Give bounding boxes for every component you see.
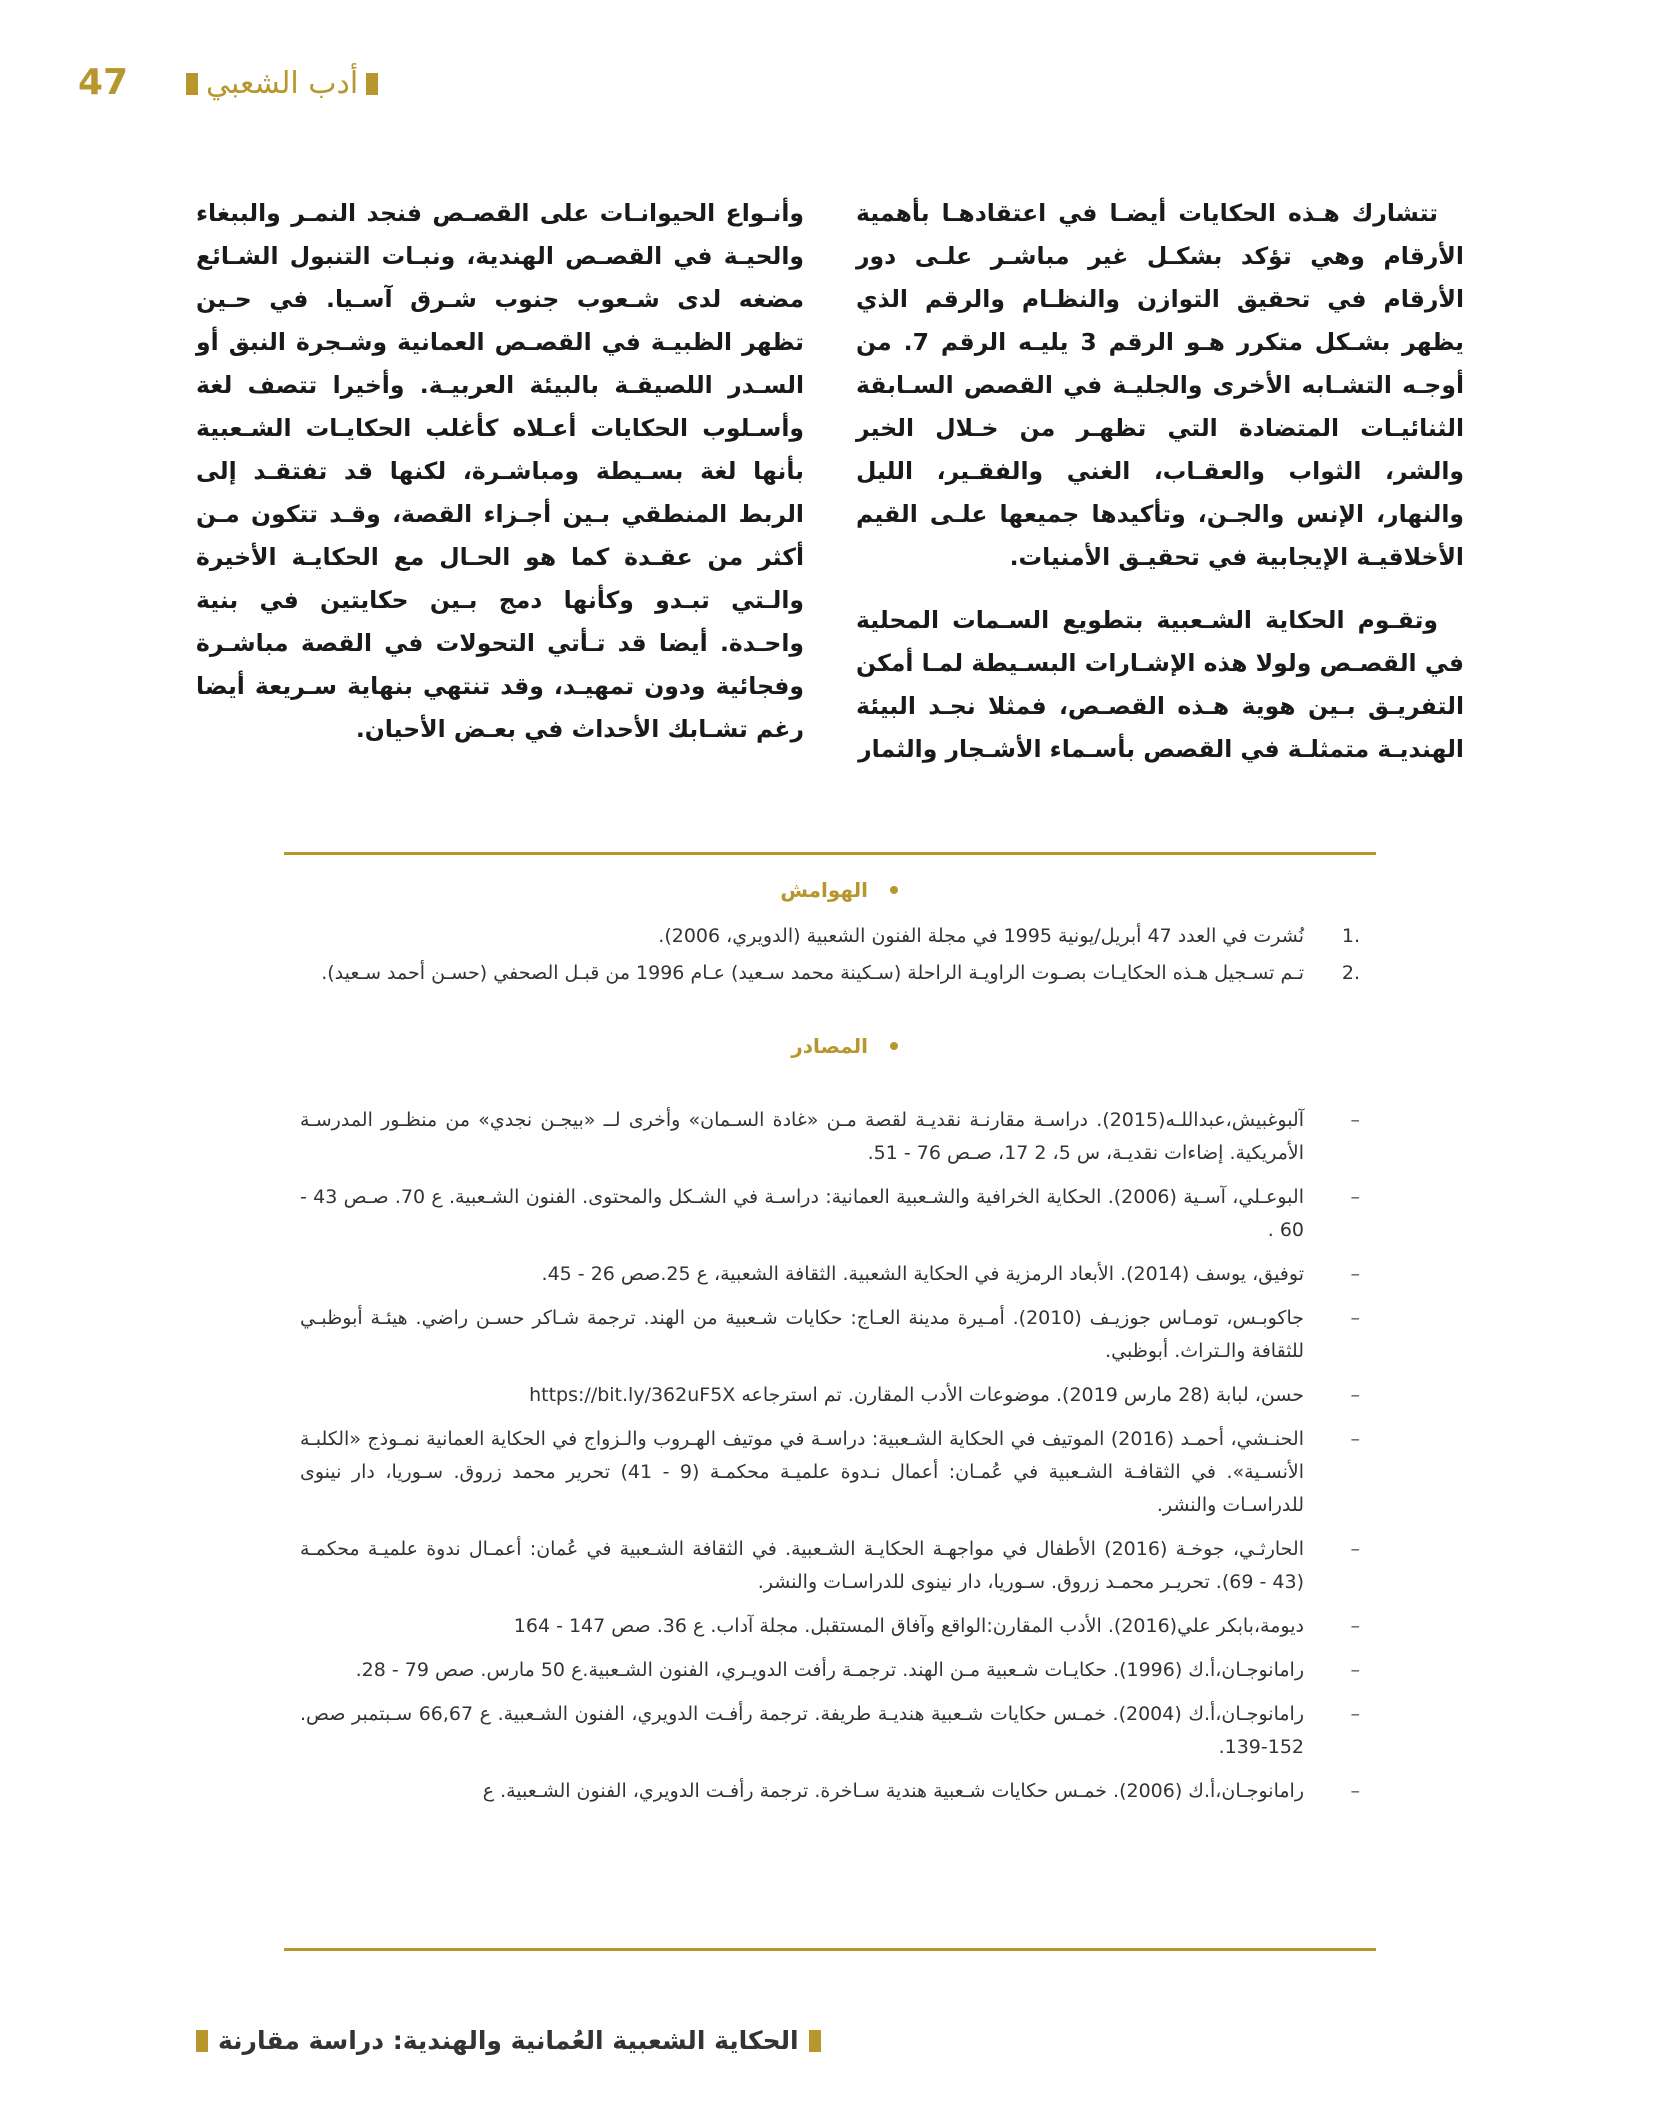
reference-item bbox=[300, 1379, 1360, 1412]
reference-item bbox=[300, 1302, 1360, 1368]
paragraph: وأنـواع الحيوانـات على القصـص فنجد النمـر والببغاء والحيـة في القصـص الهندية، ونبـات التنبول الشـائع مضغه لدى شـعوب جنوب شـرق آسـيا. في حـين تظهر الظبيـة في القصـص العمانية وشـجرة النبق أو السـدر اللصيقـة بالبيئة العربيـة. وأخيرا تتصف لغة وأسـلوب الحكايات أعـلاه كأغلب الحكايـات الشـعبية بأنها لغة بسـيطة ومباشـرة، لكنها قد تفتقـد إلى الربط المنطقي بـين أجـزاء القصة، وقـد تتكون مـن أكثر من عقـدة كما هو الحـال مع الحكايـة الأخيرة والـتي تبـدو وكأنها دمج بـين حكايتين في بنية واحـدة. أيضا قد تـأتي التحولات في القصة مباشـرة وفجائية ودون تمهيـد، وقد تنتهي بنهاية سـريعة أيضا رغم تشـابك الأحداث في بعـض الأحيان. bbox=[196, 199, 804, 743]
magazine-name-text: أدب الشعبي bbox=[206, 66, 359, 101]
reference-item bbox=[300, 1775, 1360, 1808]
page-number: 47 bbox=[78, 62, 129, 103]
reference-text: الحارثـي، جوخـة (2016) الأطفال في مواجهـة الحكايـة الشـعبية. في الثقافة الشـعبية في عُمان: أعمـال ندوة علميـة محكمـة (43 - 69). تحريـر محمـد زروق. سـوريا، دار نينوى للدراسـات والنشر. bbox=[300, 1538, 1304, 1593]
reference-text: ديومة،بابكر علي(2016). الأدب المقارن:الواقع وآفاق المستقبل. مجلة آداب. ع 36. صص 147 - 164 bbox=[513, 1615, 1304, 1637]
reference-item bbox=[300, 1104, 1360, 1170]
footer-square-marker bbox=[196, 2030, 208, 2052]
header-square-marker bbox=[366, 73, 378, 95]
dash-icon: – bbox=[1350, 1615, 1360, 1637]
footer-title-text: الحكاية الشعبية العُمانية والهندية: دراسة مقارنة bbox=[218, 2026, 799, 2055]
dash-icon: – bbox=[1350, 1659, 1360, 1681]
footer-title bbox=[196, 2026, 821, 2055]
notes-section bbox=[300, 878, 1360, 1819]
dash-icon: – bbox=[1350, 1109, 1360, 1131]
reference-text: البوعـلي، آسـية (2006). الحكاية الخرافية والشـعبية العمانية: دراسـة في الشـكل والمحتوى. الفنون الشـعبية. ع 70. صـص 43 - 60 . bbox=[300, 1186, 1304, 1241]
paragraph: تتشارك هـذه الحكايات أيضـا في اعتقادهـا بأهمية الأرقام وهي تؤكد بشكـل غير مباشـر علـى دور الأرقام في تحقيق التوازن والنظـام والرقم الذي يظهر بشـكل متكرر هـو الرقم 3 يليـه الرقم 7. من أوجـه التشـابه الأخرى والجليـة في القصص السـابقة الثنائيـات المتضادة التي تظهـر من خـلال الخير والشر، الثواب والعقـاب، الغني والفقـير، الليل والنهار، الإنس والجـن، وتأكيدها جميعها علـى القيم الأخلاقيـة الإيجابية في تحقيـق الأمنيات. bbox=[856, 199, 1464, 571]
reference-item bbox=[300, 1423, 1360, 1522]
body-column-left bbox=[196, 192, 804, 771]
reference-item bbox=[300, 1258, 1360, 1291]
reference-text: حسن، لبابة (28 مارس 2019). موضوعات الأدب المقارن. تم استرجاعه https://bit.ly/362uF5X bbox=[529, 1384, 1304, 1406]
dash-icon: – bbox=[1350, 1307, 1360, 1329]
reference-item bbox=[300, 1698, 1360, 1764]
dash-icon: – bbox=[1350, 1384, 1360, 1406]
dash-icon: – bbox=[1350, 1780, 1360, 1802]
body-column-right bbox=[856, 192, 1464, 791]
sources-heading bbox=[300, 1034, 1360, 1058]
divider-bottom bbox=[284, 1948, 1376, 1951]
dash-icon: – bbox=[1350, 1186, 1360, 1208]
reference-item bbox=[300, 1654, 1360, 1687]
reference-text: توفيق، يوسف (2014). الأبعاد الرمزية في الحكاية الشعبية. الثقافة الشعبية، ع 25.صص 26 - 45. bbox=[541, 1263, 1304, 1285]
bullet-icon bbox=[890, 1042, 898, 1050]
footnote-text: نُشرت في العدد 47 أبريل/يونية 1995 في مجلة الفنون الشعبية (الدويري، 2006). bbox=[658, 925, 1304, 947]
reference-item bbox=[300, 1610, 1360, 1643]
footnote-item bbox=[300, 920, 1360, 953]
reference-item bbox=[300, 1533, 1360, 1599]
reference-text: رامانوجـان،أ.ك (1996). حكايـات شـعبية مـن الهند. ترجمـة رأفت الدويـري، الفنون الشـعبية.ع 50 مارس. صص 79 - 28. bbox=[355, 1659, 1304, 1681]
footnotes-heading bbox=[300, 878, 1360, 902]
footer-square-marker bbox=[809, 2030, 821, 2052]
header-square-marker bbox=[186, 73, 198, 95]
reference-text: الحنـشي، أحمـد (2016) الموتيف في الحكاية الشـعبية: دراسـة في موتيف الهـروب والـزواج في الحكاية العمانية نمـوذج «الكلبـة الأنسـية». في الثقافـة الشـعبية في عُمـان: أعمال نـدوة علميـة محكمـة (9 - 41) تحرير محمد زروق. سـوريا، دار نينوى للدراسـات والنشر. bbox=[300, 1428, 1304, 1516]
dash-icon: – bbox=[1350, 1263, 1360, 1285]
paragraph: وتقـوم الحكاية الشـعبية بتطويع السـمات المحلية في القصـص ولولا هذه الإشـارات البسـيطة لمـا أمكن التفريـق بـين هوية هـذه القصـص، فمثلا نجـد البيئة الهنديـة متمثلـة في القصص بأسـماء الأشـجار والثمار bbox=[856, 606, 1464, 763]
dash-icon: – bbox=[1350, 1428, 1360, 1450]
footnote-item bbox=[300, 957, 1360, 990]
footnotes-heading-text: الهوامش bbox=[780, 878, 868, 902]
bullet-icon bbox=[890, 886, 898, 894]
footnote-text: تـم تسـجيل هـذه الحكايـات بصـوت الراويـة الراحلة (سـكينة محمد سـعيد) عـام 1996 من قبـل الصحفي (حسـن أحمد سـعيد). bbox=[321, 962, 1304, 984]
dash-icon: – bbox=[1350, 1538, 1360, 1560]
footnote-number: .2 bbox=[1341, 962, 1360, 984]
sources-heading-text: المصادر bbox=[791, 1034, 868, 1058]
divider-top bbox=[284, 852, 1376, 855]
magazine-name bbox=[186, 66, 378, 101]
reference-text: رامانوجـان،أ.ك (2004). خمـس حكايات شـعبية هنديـة طريفة. ترجمة رأفـت الدويري، الفنون الشـعبية. ع 66,67 سـبتمبر صص. 152-139. bbox=[300, 1703, 1305, 1758]
footnote-number: .1 bbox=[1341, 925, 1360, 947]
reference-item bbox=[300, 1181, 1360, 1247]
dash-icon: – bbox=[1350, 1703, 1360, 1725]
reference-text: جاكوبـس، تومـاس جوزيـف (2010). أمـيرة مدينة العـاج: حكايات شـعبية من الهند. ترجمة شـاكر حسـن راضي. هيئـة أبوظبـي للثقافة والـتراث. أبوظبي. bbox=[300, 1307, 1305, 1362]
reference-text: آلبوغبيش،عبداللـه(2015). دراسـة مقارنـة نقديـة لقصة مـن «غادة السـمان» وأخرى لــ «بيجـن نجدي» من منظـور المدرسـة الأمريكية. إضاءات نقديـة، س 5، 2 17، صـص 76 - 51. bbox=[300, 1109, 1304, 1164]
reference-text: رامانوجـان،أ.ك (2006). خمـس حكايات شـعبية هندية سـاخرة. ترجمة رأفـت الدويري، الفنون الشـعبية. ع bbox=[482, 1780, 1304, 1802]
